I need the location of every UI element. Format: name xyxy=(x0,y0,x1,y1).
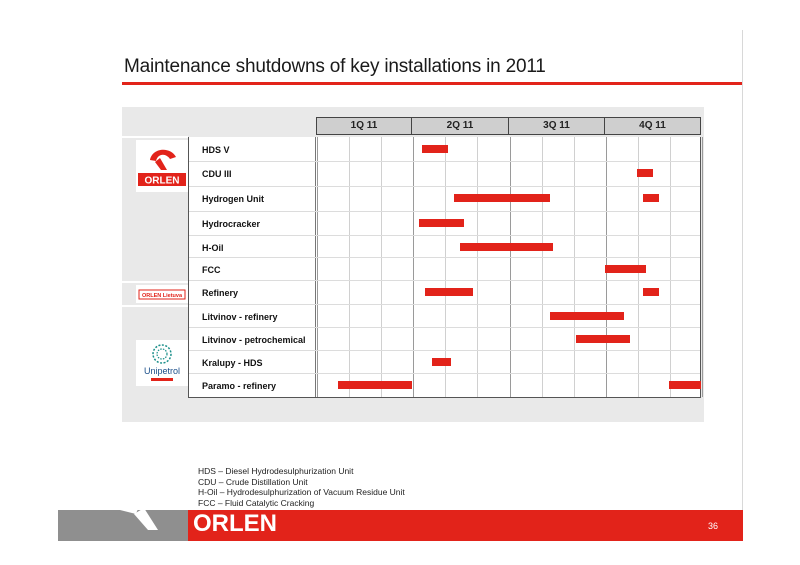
shutdown-bar xyxy=(550,312,624,320)
month-gridline xyxy=(542,137,543,397)
shutdown-bar xyxy=(454,194,550,202)
row-label: Hydrocracker xyxy=(202,218,261,229)
svg-text:ORLEN Lietuva: ORLEN Lietuva xyxy=(141,293,183,299)
month-gridline xyxy=(670,137,671,397)
month-gridline xyxy=(349,137,350,397)
unipetrol-logo xyxy=(136,340,188,386)
svg-text:ORLEN: ORLEN xyxy=(193,510,277,537)
page-number: 36 xyxy=(708,521,719,531)
month-gridline xyxy=(477,137,478,397)
title-underline xyxy=(122,82,742,85)
group-separator xyxy=(122,281,188,283)
row-gridline xyxy=(189,350,700,351)
row-label: Hydrogen Unit xyxy=(202,193,264,204)
month-gridline xyxy=(510,137,511,397)
slide-title: Maintenance shutdowns of key installations in 2011 xyxy=(124,56,546,77)
quarter-header-q2: 2Q 11 xyxy=(411,117,509,135)
row-label: H-Oil xyxy=(202,242,224,253)
shutdown-bar xyxy=(669,381,701,389)
orlen-lietuva-logo xyxy=(136,285,188,303)
shutdown-bar xyxy=(643,288,659,296)
row-gridline xyxy=(189,304,700,305)
row-label: Litvinov - refinery xyxy=(202,311,278,322)
footer-orlen-logo xyxy=(58,488,298,541)
shutdown-bar xyxy=(422,145,448,153)
shutdown-bar xyxy=(338,381,412,389)
orlen-logo xyxy=(136,140,188,192)
note-hds: HDS – Diesel Hydrodesulphurization Unit xyxy=(198,466,354,476)
shutdown-bar xyxy=(432,358,451,366)
row-label: Kralupy - HDS xyxy=(202,357,263,368)
row-gridline xyxy=(189,257,700,258)
row-gridline xyxy=(189,186,700,187)
row-label: Paramo - refinery xyxy=(202,380,277,391)
right-margin-rule xyxy=(742,30,743,540)
note-fcc: FCC – Fluid Catalytic Cracking xyxy=(198,497,315,508)
note-h-oil: H-Oil – Hydrodesulphurization of Vacuum Residue Unit xyxy=(198,487,405,497)
row-gridline xyxy=(189,373,700,374)
row-label: Litvinov - petrochemical xyxy=(202,334,306,345)
row-gridline xyxy=(189,327,700,328)
shutdown-bar xyxy=(460,243,553,251)
label-column-divider xyxy=(315,137,316,397)
row-gridline xyxy=(189,235,700,236)
shutdown-bar xyxy=(419,219,464,227)
shutdown-bar xyxy=(637,169,653,177)
shutdown-bar xyxy=(605,265,647,273)
group-separator xyxy=(122,305,188,307)
month-gridline xyxy=(413,137,414,397)
group-separator xyxy=(122,136,188,138)
row-label: HDS V xyxy=(202,144,230,155)
shutdown-bar xyxy=(643,194,659,202)
month-gridline xyxy=(381,137,382,397)
month-gridline xyxy=(574,137,575,397)
row-label: CDU III xyxy=(202,168,232,179)
month-gridline xyxy=(317,137,318,397)
row-gridline xyxy=(189,280,700,281)
shutdown-bar xyxy=(425,288,473,296)
quarter-header-q3: 3Q 11 xyxy=(508,117,605,135)
shutdown-bar xyxy=(576,335,631,343)
month-gridline xyxy=(702,137,703,397)
svg-text:Unipetrol: Unipetrol xyxy=(143,366,181,376)
svg-text:ORLEN: ORLEN xyxy=(144,175,180,187)
note-cdu: CDU – Crude Distillation Unit xyxy=(198,476,308,487)
row-label: FCC xyxy=(202,264,221,275)
row-gridline xyxy=(189,161,700,162)
row-gridline xyxy=(189,211,700,212)
row-label: Refinery xyxy=(202,287,239,298)
quarter-header-q4: 4Q 11 xyxy=(604,117,701,135)
quarter-header-q1: 1Q 11 xyxy=(316,117,412,135)
